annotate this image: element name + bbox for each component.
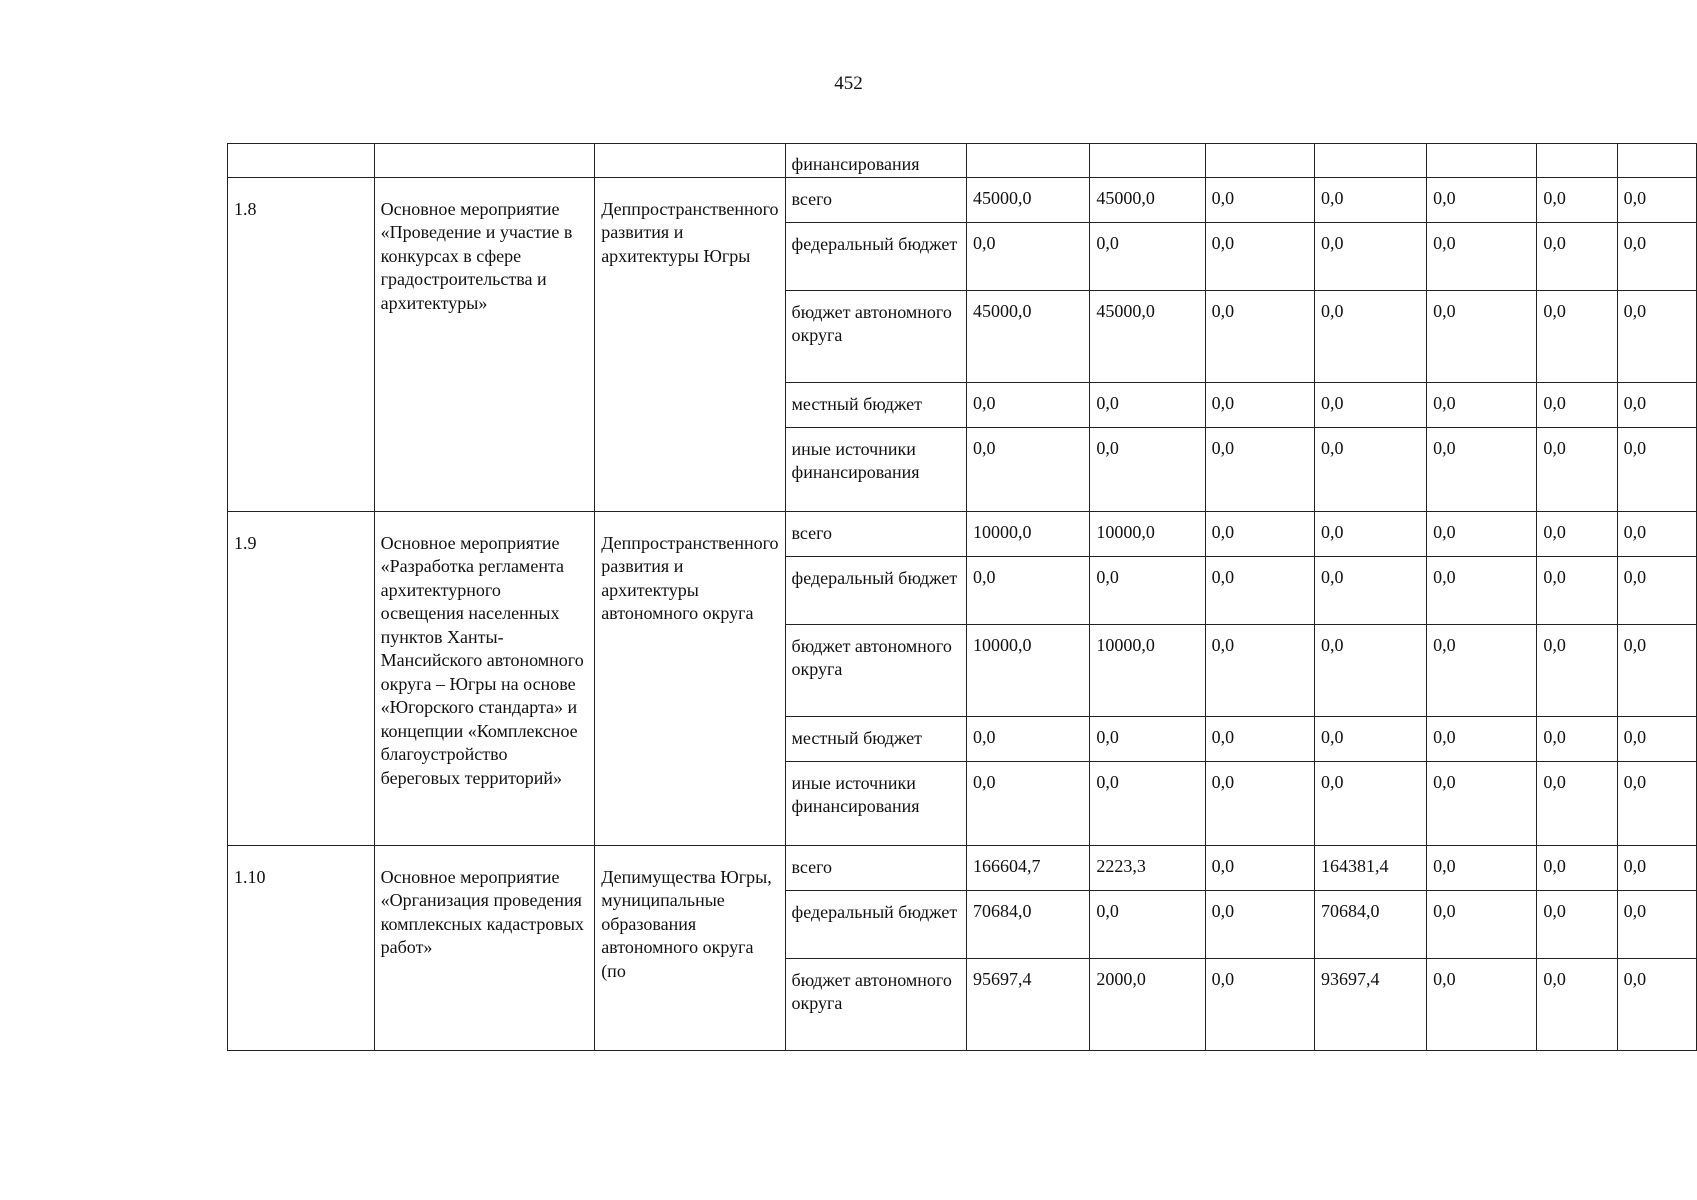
- value-cell: 0,0: [1617, 427, 1696, 511]
- value-cell: 2000,0: [1090, 958, 1205, 1050]
- funding-source-cell: бюджет автономного округа: [785, 958, 966, 1050]
- value-cell: 0,0: [1427, 177, 1537, 222]
- value-cell: 70684,0: [967, 890, 1090, 958]
- value-cell: 0,0: [1427, 222, 1537, 290]
- value-cell: 0,0: [1205, 177, 1314, 222]
- value-cell: 0,0: [1427, 290, 1537, 382]
- value-cell: 0,0: [1205, 761, 1314, 845]
- value-cell: 0,0: [1427, 761, 1537, 845]
- value-cell: 0,0: [1315, 624, 1427, 716]
- funding-source-cell: иные источники финансирования: [785, 761, 966, 845]
- value-cell: 0,0: [1090, 716, 1205, 761]
- measure-name-cell: Основное мероприятие «Проведение и участие в конкурсах в сфере градостроительства и архитектуры»: [374, 177, 595, 511]
- funding-source-cell: федеральный бюджет: [785, 556, 966, 624]
- executor-cell: [595, 144, 785, 178]
- value-cell: 0,0: [1315, 427, 1427, 511]
- value-cell: 0,0: [1427, 556, 1537, 624]
- value-cell: 0,0: [1617, 511, 1696, 556]
- number-cell: 1.9: [228, 511, 375, 845]
- number-cell: [228, 144, 375, 178]
- value-cell: 0,0: [1617, 716, 1696, 761]
- value-cell: 0,0: [1537, 290, 1617, 382]
- value-cell: 45000,0: [1090, 290, 1205, 382]
- value-cell: 0,0: [1427, 511, 1537, 556]
- value-cell: 0,0: [1205, 511, 1314, 556]
- value-cell: 0,0: [1537, 177, 1617, 222]
- value-cell: 0,0: [1617, 890, 1696, 958]
- funding-source-cell: бюджет автономного округа: [785, 624, 966, 716]
- value-cell: 0,0: [1617, 958, 1696, 1050]
- value-cell: 0,0: [1537, 716, 1617, 761]
- value-cell: 0,0: [967, 382, 1090, 427]
- funding-source-cell: федеральный бюджет: [785, 222, 966, 290]
- number-cell: 1.8: [228, 177, 375, 511]
- value-cell: [967, 144, 1090, 178]
- table-row: [228, 177, 1697, 222]
- funding-source-cell: местный бюджет: [785, 716, 966, 761]
- value-cell: 0,0: [1537, 890, 1617, 958]
- value-cell: 0,0: [1617, 845, 1696, 890]
- value-cell: 0,0: [1090, 761, 1205, 845]
- page-number: 452: [834, 73, 863, 94]
- value-cell: 0,0: [1617, 177, 1696, 222]
- table-row: [228, 845, 1697, 890]
- value-cell: 0,0: [1427, 890, 1537, 958]
- measure-name-cell: [374, 144, 595, 178]
- value-cell: 0,0: [1315, 222, 1427, 290]
- value-cell: 0,0: [967, 761, 1090, 845]
- value-cell: 0,0: [1205, 845, 1314, 890]
- funding-source-cell: федеральный бюджет: [785, 890, 966, 958]
- value-cell: 0,0: [1315, 556, 1427, 624]
- value-cell: 0,0: [967, 716, 1090, 761]
- funding-source-cell: финансирования: [785, 144, 966, 178]
- value-cell: 0,0: [1090, 556, 1205, 624]
- value-cell: 10000,0: [1090, 511, 1205, 556]
- value-cell: 164381,4: [1315, 845, 1427, 890]
- value-cell: 0,0: [1617, 290, 1696, 382]
- value-cell: [1427, 144, 1537, 178]
- value-cell: 0,0: [1537, 958, 1617, 1050]
- value-cell: 0,0: [1090, 890, 1205, 958]
- value-cell: 0,0: [1617, 624, 1696, 716]
- value-cell: 0,0: [1090, 222, 1205, 290]
- value-cell: 70684,0: [1315, 890, 1427, 958]
- table-row: [228, 511, 1697, 556]
- measure-name-cell: Основное мероприятие «Организация проведения комплексных кадастровых работ»: [374, 845, 595, 1050]
- measure-name-cell: Основное мероприятие «Разработка регламента архитектурного освещения населенных пунктов Ханты-Мансийского автономного округа – Югры на основе «Югорского стандарта» и концепции «Комплексное благоустройство береговых территорий»: [374, 511, 595, 845]
- value-cell: 0,0: [1537, 556, 1617, 624]
- value-cell: 45000,0: [967, 177, 1090, 222]
- value-cell: 0,0: [1205, 222, 1314, 290]
- value-cell: 0,0: [1537, 511, 1617, 556]
- value-cell: 0,0: [1205, 382, 1314, 427]
- value-cell: 166604,7: [967, 845, 1090, 890]
- continuation-row: [228, 144, 1697, 178]
- value-cell: 0,0: [967, 556, 1090, 624]
- value-cell: 0,0: [1205, 427, 1314, 511]
- value-cell: 0,0: [1617, 222, 1696, 290]
- value-cell: [1537, 144, 1617, 178]
- value-cell: 0,0: [1617, 556, 1696, 624]
- value-cell: [1315, 144, 1427, 178]
- funding-source-cell: всего: [785, 845, 966, 890]
- value-cell: 0,0: [1537, 382, 1617, 427]
- value-cell: 0,0: [1427, 382, 1537, 427]
- value-cell: 0,0: [1537, 845, 1617, 890]
- value-cell: 0,0: [1537, 761, 1617, 845]
- executor-cell: Деппространственного развития и архитектуры Югры: [595, 177, 785, 511]
- value-cell: 0,0: [1617, 382, 1696, 427]
- value-cell: 0,0: [967, 427, 1090, 511]
- value-cell: 0,0: [1090, 382, 1205, 427]
- value-cell: [1090, 144, 1205, 178]
- value-cell: 0,0: [1315, 511, 1427, 556]
- value-cell: 10000,0: [967, 511, 1090, 556]
- value-cell: 0,0: [1205, 716, 1314, 761]
- value-cell: 0,0: [1315, 761, 1427, 845]
- value-cell: 0,0: [1315, 290, 1427, 382]
- value-cell: 10000,0: [1090, 624, 1205, 716]
- value-cell: 0,0: [1537, 222, 1617, 290]
- financing-table: [227, 143, 1697, 1051]
- value-cell: 2223,3: [1090, 845, 1205, 890]
- value-cell: 0,0: [1617, 761, 1696, 845]
- value-cell: 0,0: [1427, 958, 1537, 1050]
- value-cell: 0,0: [1205, 624, 1314, 716]
- executor-cell: Депимущества Югры, муниципальные образования автономного округа (по: [595, 845, 785, 1050]
- value-cell: 0,0: [1537, 624, 1617, 716]
- value-cell: 0,0: [1427, 624, 1537, 716]
- funding-source-cell: местный бюджет: [785, 382, 966, 427]
- executor-cell: Деппространственного развития и архитектуры автономного округа: [595, 511, 785, 845]
- value-cell: 0,0: [1315, 382, 1427, 427]
- value-cell: 0,0: [1090, 427, 1205, 511]
- funding-source-cell: всего: [785, 511, 966, 556]
- number-cell: 1.10: [228, 845, 375, 1050]
- value-cell: [1617, 144, 1696, 178]
- value-cell: 45000,0: [1090, 177, 1205, 222]
- value-cell: 0,0: [967, 222, 1090, 290]
- value-cell: [1205, 144, 1314, 178]
- value-cell: 0,0: [1427, 845, 1537, 890]
- value-cell: 10000,0: [967, 624, 1090, 716]
- value-cell: 0,0: [1205, 556, 1314, 624]
- funding-source-cell: иные источники финансирования: [785, 427, 966, 511]
- value-cell: 0,0: [1315, 177, 1427, 222]
- funding-source-cell: бюджет автономного округа: [785, 290, 966, 382]
- value-cell: 0,0: [1205, 290, 1314, 382]
- value-cell: 95697,4: [967, 958, 1090, 1050]
- funding-source-cell: всего: [785, 177, 966, 222]
- value-cell: 0,0: [1205, 890, 1314, 958]
- value-cell: 0,0: [1205, 958, 1314, 1050]
- value-cell: 45000,0: [967, 290, 1090, 382]
- value-cell: 93697,4: [1315, 958, 1427, 1050]
- value-cell: 0,0: [1537, 427, 1617, 511]
- value-cell: 0,0: [1427, 716, 1537, 761]
- value-cell: 0,0: [1427, 427, 1537, 511]
- value-cell: 0,0: [1315, 716, 1427, 761]
